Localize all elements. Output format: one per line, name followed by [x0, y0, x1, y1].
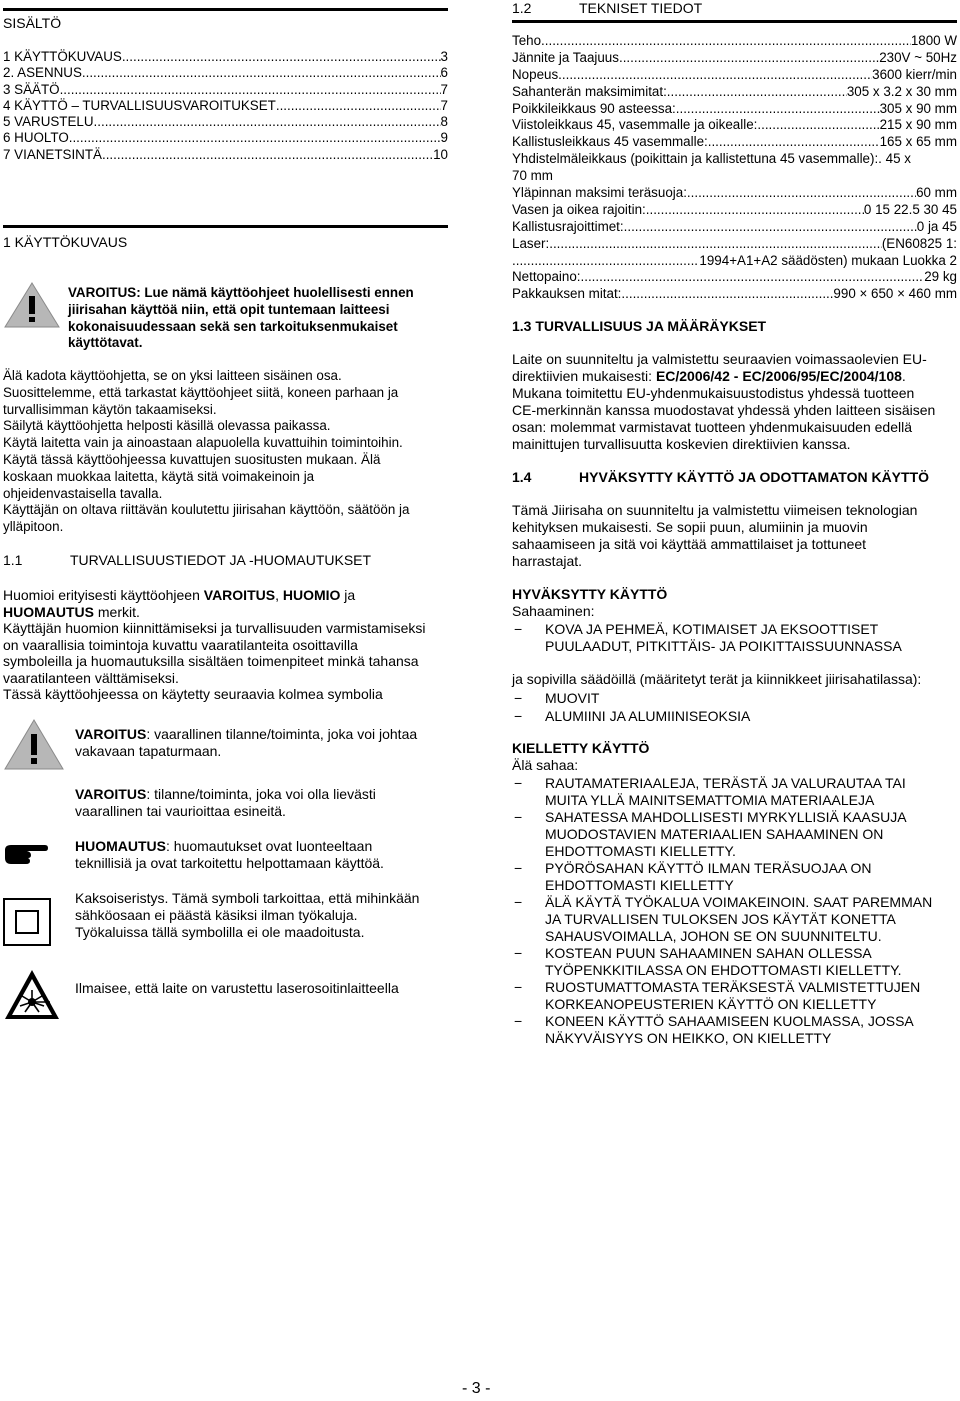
spec-value: 1800 W: [910, 33, 957, 48]
symbol-description: : tilanne/toiminta, joka voi olla lievästi: [146, 786, 376, 802]
toc-item-label: 2. ASENNUS: [3, 65, 82, 81]
spec-value: 990 × 650 × 460 mm: [833, 286, 957, 302]
list-item-line: ÄLÄ KÄYTÄ TYÖKALUA VOIMAKEINOIN. SAAT PAREMMAN: [545, 894, 933, 910]
text-line: [75, 907, 445, 924]
dash-bullet: −: [514, 1013, 523, 1029]
warning-triangle-icon: [3, 280, 63, 330]
toc-item: [3, 49, 448, 65]
approved-list-2: [512, 689, 957, 725]
toc-leader-dots: [94, 114, 441, 130]
spec-label: Nettopaino:: [512, 269, 581, 285]
dash-bullet: −: [514, 809, 523, 825]
spec-label: Jännite ja Taajuus: [512, 49, 619, 65]
text-line: Älä kadota käyttöohjetta, se on yksi laitteen sisäinen osa.: [3, 368, 342, 383]
symbol-description: Ilmaisee, että laite on varustettu laserosoitinlaitteella: [75, 980, 399, 996]
toc-leader-dots: [60, 82, 441, 98]
list-item-line: KORKEANOPEUSTERIEN KÄYTTÖ ON KIELLETTY: [545, 996, 877, 1012]
section-title: TEKNISET TIEDOT: [579, 0, 703, 16]
spec-value: 165 x 65 mm: [879, 134, 957, 150]
symbol-text: [75, 980, 445, 997]
text-line: Suosittelemme, että tarkastat käyttöohjeet siitä, koneen parhaan ja: [3, 384, 399, 400]
laser-warning-icon: [3, 968, 61, 1027]
toc-item: [3, 98, 448, 114]
spec-value: 60 mm: [916, 185, 957, 201]
spec-label: Vasen ja oikea rajoitin:: [512, 201, 646, 217]
spec-compound-line: Yhdistelmäleikkaus (poikittain ja kallistettuna 45 vasemmalle):. 45 x: [512, 151, 911, 167]
list-item: [512, 979, 957, 1013]
text-fragment: direktiivien mukaisesti:: [512, 368, 656, 384]
spec-leader-dots: [676, 101, 880, 118]
symbol-text: [75, 726, 445, 760]
text-line: [75, 980, 445, 997]
list-item-line: PYÖRÖSAHAN KÄYTTÖ ILMAN TERÄSUOJAA ON: [545, 860, 872, 876]
toc-item-label: 7 VIANETSINTÄ: [3, 146, 102, 162]
text-line: sahaamiseen ja sitä voi käyttää ammattilaiset ja tottuneet: [512, 536, 867, 552]
spec-leader-dots: [619, 50, 879, 67]
spec-row: [512, 202, 957, 219]
section-title: HYVÄKSYTTY KÄYTTÖ JA ODOTTAMATON KÄYTTÖ: [579, 469, 930, 485]
list-item-line: JA TURVALLISEN TULOKSEN JOS KÄYTÄT KONETTA: [545, 911, 896, 927]
text-line: [75, 838, 445, 855]
spec-value: 215 x 90 mm: [879, 117, 957, 133]
section-heading: [3, 552, 371, 569]
symbol-description: vaarallinen tai vaurioittaa esineitä.: [75, 803, 286, 819]
spec-leader-dots: [621, 286, 833, 303]
section-heading: [512, 469, 929, 486]
dash-bullet: −: [514, 860, 523, 876]
intro-text: merkit.: [94, 604, 140, 620]
spec-row: [512, 219, 957, 236]
spec-label: Laser:: [512, 235, 550, 251]
spec-value: 0 ja 45: [916, 218, 957, 234]
text-line: [75, 924, 445, 941]
symbol-description: Työkaluissa tällä symbolilla ei ole maadoitusta.: [75, 924, 365, 940]
spec-value: 3600 kierr/min: [872, 66, 957, 82]
list-item-line: RAUTAMATERIAALEJA, TERÄSTÄ JA VALURAUTAA TAI: [545, 775, 906, 791]
intro-paragraph: [3, 368, 448, 536]
text-line: käyttötavat.: [68, 335, 143, 351]
symbol-text: [75, 890, 445, 941]
spec-row: [512, 253, 957, 270]
text-line: CE-merkinnän kanssa muodostavat yhdessä yhden laitteen sisäisen: [512, 402, 936, 418]
spec-label: Sahanterän maksimimitat:: [512, 83, 667, 99]
intro-text: ja: [340, 587, 356, 603]
toc-item-page: 6: [440, 65, 448, 81]
approved-also: ja sopivilla säädöillä (määritetyt terät ja kiinnikkeet jiirisahatilassa):: [512, 671, 922, 687]
list-item: [512, 809, 957, 860]
text-line: [75, 890, 445, 907]
warning-triangle-icon: [3, 718, 65, 777]
forbidden-use-subtitle: Älä sahaa:: [512, 757, 579, 773]
toc-item-label: 5 VARUSTELU: [3, 114, 94, 130]
symbol-caution-row: [3, 786, 448, 826]
text-line: [75, 803, 445, 820]
text-line: harrastajat.: [512, 553, 583, 569]
spec-label: Yläpinnan maksimi teräsuoja:: [512, 185, 687, 201]
symbol-text: [75, 786, 445, 820]
text-line: Tämä Jiirisaha on suunniteltu ja valmistettu viimeisen teknologian: [512, 502, 918, 518]
spec-row: [512, 134, 957, 151]
section-number: 1.4: [512, 469, 532, 485]
varoitus-label: VAROITUS: [203, 587, 276, 603]
toc-item-page: 10: [433, 146, 448, 162]
spec-leader-dots: [512, 253, 699, 270]
spec-value: 305 x 90 mm: [879, 100, 957, 116]
text-line: VAROITUS: Lue nämä käyttöohjeet huolellisesti ennen: [68, 285, 414, 300]
symbol-description: sähköosaan ei päästä käsiksi ilman työkaluja.: [75, 907, 358, 923]
spec-row: [512, 50, 957, 67]
symbol-description: Kaksoiseristys. Tämä symboli tarkoittaa, että mihinkään: [75, 890, 420, 906]
separator: ,: [275, 587, 283, 603]
text-line: Laite on suunniteltu ja valmistettu seuraavien voimassaolevien EU-: [512, 351, 927, 367]
symbol-note-row: [3, 838, 448, 878]
forbidden-use-title: KIELLETTY KÄYTTÖ: [512, 740, 650, 756]
toc-item: [3, 114, 448, 130]
huomio-label: HUOMIO: [282, 587, 341, 603]
dash-bullet: −: [514, 708, 523, 724]
text-line: [75, 786, 445, 803]
spec-leader-dots: [581, 269, 925, 286]
spec-leader-dots: [646, 202, 864, 219]
list-item: [512, 945, 957, 979]
spec-row: [512, 236, 957, 253]
regulations-paragraph: [512, 351, 957, 453]
spec-value: 230V ~ 50Hz: [879, 49, 957, 65]
symbol-label: VAROITUS: [75, 786, 147, 802]
spec-leader-dots: [558, 67, 872, 84]
symbol-laser-row: [3, 968, 448, 1028]
text-line: on vaarallisia toimintoja kuvattu vaaratilanteita osoittavilla: [3, 636, 358, 653]
text-line: Mukana toimitettu EU-yhdenmukaisuustodistus yhdessä tuotteen: [512, 385, 915, 401]
divider: [3, 8, 448, 11]
text-line: turvallisimman käytön takaamiseksi.: [3, 401, 217, 417]
text-line: Tässä käyttöohjeessa on käytetty seuraavia kolmea symbolia: [3, 686, 383, 703]
toc-list: [3, 49, 448, 163]
spec-label: Poikkileikkaus 90 asteessa:: [512, 100, 676, 116]
divider: [3, 225, 448, 228]
toc-item-page: 8: [440, 114, 448, 130]
spec-leader-dots: [624, 219, 917, 236]
approved-use-subtitle: Sahaaminen:: [512, 603, 595, 619]
approved-use-title: HYVÄKSYTTY KÄYTTÖ: [512, 586, 668, 602]
list-item-line: KOSTEAN PUUN SAHAAMINEN SAHAN OLLESSA: [545, 945, 872, 961]
section-title: 1.3 TURVALLISUUS JA MÄÄRÄYKSET: [512, 318, 767, 334]
list-item-line: KOVA JA PEHMEÄ, KOTIMAISET JA EKSOOTTISET: [545, 621, 879, 637]
spec-leader-dots: [687, 185, 916, 202]
list-item: [512, 894, 957, 945]
toc-item: [3, 147, 448, 163]
list-item-line: MUOVIT: [545, 690, 600, 706]
spec-row: [512, 84, 957, 101]
list-item-line: KONEEN KÄYTTÖ SAHAAMISEEN KUOLMASSA, JOSSA: [545, 1013, 914, 1029]
spec-label: Nopeus: [512, 66, 559, 82]
section-number: 1.1: [3, 552, 23, 568]
symbol-description: teknillisiä ja ovat tarkoitettu helpottamaan käyttöä.: [75, 855, 384, 871]
text-line: [512, 368, 957, 385]
list-item-line: MUITA YLLÄ MAINITSEMATTOMIA MATERIAALEJA: [545, 792, 875, 808]
list-item-line: RUOSTUMATTOMASTA TERÄKSESTÄ VALMISTETTUJEN: [545, 979, 921, 995]
spec-list: [512, 33, 957, 303]
text-line: vaaratilanteen välttämiseksi.: [3, 669, 179, 686]
toc-item: [3, 130, 448, 146]
text-line: [75, 726, 445, 743]
text-line: mainittujen turvallisuutta koskevien direktiivien kanssa.: [512, 436, 851, 452]
warning-text: [68, 285, 448, 352]
toc-leader-dots: [69, 130, 441, 146]
toc-leader-dots: [276, 98, 441, 114]
symbol-label: VAROITUS: [75, 726, 147, 742]
text-line: osan: molemmat varmistavat tuotteen yhdenmukaisuuden edellä: [512, 419, 912, 435]
toc-item-page: 7: [440, 81, 448, 97]
list-item: [512, 860, 957, 894]
section-number: 1.2: [512, 0, 532, 16]
list-item: [512, 1013, 957, 1047]
toc-item-label: 6 HUOLTO: [3, 130, 69, 146]
list-item: [512, 621, 957, 655]
spec-label: Pakkauksen mitat:: [512, 286, 622, 302]
spec-label: Kallistusrajoittimet:: [512, 218, 624, 234]
list-item-line: EHDOTTOMASTI KIELLETTY: [545, 877, 734, 893]
spec-leader-dots: [667, 84, 847, 101]
spec-row: [512, 101, 957, 118]
section-heading: [512, 0, 702, 17]
toc-item-page: 7: [440, 97, 448, 113]
toc-item-page: 3: [440, 49, 448, 64]
dash-bullet: −: [514, 621, 523, 637]
list-item-line: ALUMIINI JA ALUMIINISEOKSIA: [545, 708, 751, 724]
text-line: Käyttäjän huomion kiinnittämiseksi ja turvallisuuden varmistamiseksi: [3, 620, 426, 636]
spec-leader-dots: [541, 33, 911, 50]
notice-intro: [3, 586, 448, 620]
text-line: kokonaisuudessaan sekä sen tarkoituksenmukaiset: [68, 318, 398, 334]
text-line: [75, 855, 445, 872]
forbidden-list: [512, 775, 957, 1047]
list-item-line: NÄKYVÄISYYS ON HEIKKO, ON KIELLETTY: [545, 1030, 832, 1046]
text-line: ylläpitoon.: [3, 519, 64, 535]
symbol-label: HUOMAUTUS: [75, 838, 166, 854]
spec-value: 1994+A1+A2 säädösten) mukaan Luokka 2: [699, 252, 957, 268]
dash-bullet: −: [514, 690, 523, 706]
list-item: [512, 707, 957, 725]
approved-use-paragraph: [512, 502, 957, 570]
text-line: Säilytä käyttöohjetta helposti käsillä olevassa paikassa.: [3, 418, 331, 434]
dash-bullet: −: [514, 775, 523, 791]
text-line: kehityksen mukaisesti. Se sopii puun, alumiinin ja muovin: [512, 519, 868, 535]
spec-value: 29 kg: [924, 269, 957, 285]
symbol-description: : huomautukset ovat luonteeltaan: [166, 838, 373, 854]
spec-label: Viistoleikkaus 45, vasemmalle ja oikealle:: [512, 117, 758, 133]
section-title: TURVALLISUUSTIEDOT JA -HUOMAUTUKSET: [70, 552, 372, 568]
intro-text: Huomioi erityisesti käyttöohjeen: [3, 587, 204, 603]
page-number: - 3 -: [462, 1380, 491, 1397]
spec-row: [512, 33, 957, 50]
symbol-description: : vaarallinen tilanne/toiminta, joka voi johtaa: [146, 726, 418, 742]
directive-codes: EC/2006/42 - EC/2006/95/EC/2004/108: [655, 368, 902, 384]
toc-leader-dots: [102, 147, 433, 163]
text-line: ohjeidenvastaisella tavalla.: [3, 485, 163, 501]
dash-bullet: −: [514, 894, 523, 910]
spec-value: 305 x 3.2 x 30 mm: [846, 83, 957, 99]
spec-row: [512, 185, 957, 202]
list-item: [512, 689, 957, 707]
text-line: jiirisahan käyttöä niin, että opit tuntemaan laitteesi: [68, 301, 390, 317]
toc-item: [3, 82, 448, 98]
pointing-hand-icon: [3, 841, 49, 870]
approved-list: [512, 621, 957, 655]
toc-item-page: 9: [440, 130, 448, 146]
toc-leader-dots: [122, 49, 441, 65]
text-fragment: .: [901, 368, 906, 384]
toc-item-label: 3 SÄÄTÖ: [3, 81, 60, 97]
spec-row: [512, 269, 957, 286]
double-insulation-icon: [3, 898, 51, 951]
text-line: Käytä laitetta vain ja ainoastaan alapuolella kuvattuihin toimintoihin.: [3, 435, 403, 451]
list-item-line: EHDOTTOMASTI KIELLETTY.: [545, 843, 736, 859]
spec-row: [512, 117, 957, 134]
symbol-text: [75, 838, 445, 872]
symbol-warning-row: [3, 718, 448, 778]
toc-item-label: 1 KÄYTTÖKUVAUS: [3, 49, 122, 64]
text-line: koskaan muokkaa laitetta, käytä sitä voimakeinoin ja: [3, 468, 315, 484]
spec-leader-dots: [757, 117, 879, 134]
text-line: Käytä tässä käyttöohjeessa kuvattujen suositusten mukaan. Älä: [3, 451, 381, 467]
huomautus-label: HUOMAUTUS: [3, 604, 94, 620]
spec-leader-dots: [708, 134, 880, 151]
text-lines: [512, 385, 957, 453]
list-item: [512, 775, 957, 809]
text-line: symboleilla ja huomautuksilla sisältäen toimenpiteet minkä tahansa: [3, 653, 419, 670]
list-item-line: TYÖPENKKITILASSA ON EHDOTTOMASTI KIELLETTY.: [545, 962, 902, 978]
dash-bullet: −: [514, 979, 523, 995]
spec-leader-dots: [549, 236, 882, 253]
spec-row: [512, 67, 957, 84]
spec-value: 0 15 22.5 30 45: [863, 201, 957, 217]
dash-bullet: −: [514, 945, 523, 961]
spec-label: Kallistusleikkaus 45 vasemmalle:: [512, 134, 708, 150]
list-item-line: SAHAUSVOIMALLA, JOHON SE ON SUUNNITELTU.: [545, 928, 882, 944]
toc-title: SISÄLTÖ: [3, 15, 62, 31]
text-line: [75, 743, 445, 760]
divider: [512, 20, 957, 23]
symbol-double-insulation-row: [3, 890, 448, 960]
toc-item-label: 4 KÄYTTÖ – TURVALLISUUSVAROITUKSET: [3, 97, 276, 113]
text-line: Käyttäjän on oltava riittävän koulutettu jiirisahan käyttöön, säätöön ja: [3, 502, 410, 518]
toc-item: [3, 65, 448, 81]
section-title: 1 KÄYTTÖKUVAUS: [3, 234, 128, 250]
symbol-description: vakavaan tapaturmaan.: [75, 743, 222, 759]
list-item-line: MUODOSTAVIEN MATERIAALIEN SAHAAMINEN ON: [545, 826, 884, 842]
toc-leader-dots: [82, 65, 441, 81]
notice-body: [3, 620, 448, 703]
spec-compound-line: 70 mm: [512, 168, 553, 184]
spec-value: (EN60825 1:: [881, 235, 957, 251]
list-item-line: SAHATESSA MAHDOLLISESTI MYRKYLLISIÄ KAASUJA: [545, 809, 907, 825]
spec-row: [512, 286, 957, 303]
spec-label: Teho: [512, 33, 542, 48]
list-item-line: PUULAADUT, PITKITTÄIS- JA POIKITTAISSUUNNASSA: [545, 638, 902, 654]
